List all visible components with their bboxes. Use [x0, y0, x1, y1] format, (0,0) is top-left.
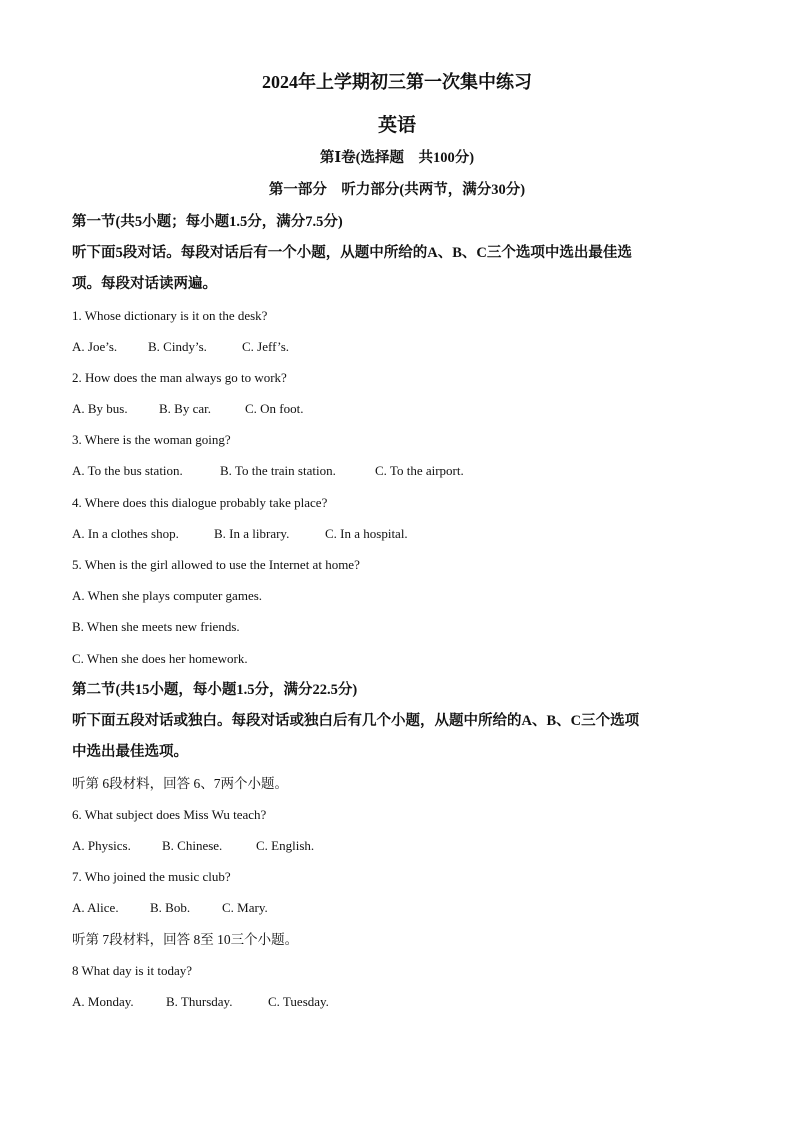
question-stem: 2. How does the man always go to work? [72, 370, 287, 385]
option-b: B. Thursday. [166, 994, 233, 1009]
option-c: C. Tuesday. [268, 994, 329, 1009]
option-b: B. When she meets new friends. [72, 619, 240, 634]
question-options [72, 401, 304, 417]
option-a: A. Joe’s. [72, 339, 118, 354]
option-a: A. Monday. [72, 994, 134, 1009]
option-b: B. Chinese. [162, 838, 223, 853]
volume-heading: 第Ⅰ卷(选择题 共100分) [319, 150, 475, 166]
section1-instruction-cont: 项。每段对话读两遍。 [72, 276, 217, 292]
option-c: C. When she does her homework. [72, 651, 248, 666]
section2-instruction-cont: 中选出最佳选项。 [72, 744, 188, 760]
option-a: A. To the bus station. [72, 463, 183, 478]
option-c: C. On foot. [245, 401, 304, 416]
section1-instruction: 听下面5段对话。每段对话后有一个小题，从题中所给的A、B、C三个选项中选出最佳选 [72, 245, 632, 261]
material-note: 听第 6段材料，回答 6、7两个小题。 [72, 776, 288, 791]
question-stem: 4. Where does this dialogue probably take place? [72, 495, 328, 510]
option-a: A. By bus. [72, 401, 128, 416]
section2-heading: 第二节(共15小题，每小题1.5分，满分22.5分) [72, 682, 358, 698]
option-b: B. In a library. [214, 526, 290, 541]
question-options [72, 838, 314, 854]
option-c: C. English. [256, 838, 315, 853]
question-stem: 6. What subject does Miss Wu teach? [72, 807, 267, 822]
question-stem: 5. When is the girl allowed to use the Internet at home? [72, 557, 360, 572]
exam-title: 2024年上学期初三第一次集中练习 [262, 72, 532, 92]
subject-title: 英语 [377, 115, 416, 136]
question-stem: 8 What day is it today? [72, 963, 192, 978]
question-stem: 1. Whose dictionary is it on the desk? [72, 308, 268, 323]
question-options [72, 339, 289, 355]
option-a: A. In a clothes shop. [72, 526, 179, 541]
question-options [72, 526, 408, 542]
question-options [72, 994, 329, 1010]
material-note: 听第 7段材料，回答 8至 10三个小题。 [72, 932, 299, 947]
section2-instruction: 听下面五段对话或独白。每段对话或独白后有几个小题，从题中所给的A、B、C三个选项 [72, 713, 640, 729]
option-b: B. Cindy’s. [148, 339, 207, 354]
option-c: C. To the airport. [375, 463, 464, 478]
option-b: B. To the train station. [220, 463, 336, 478]
option-a: A. When she plays computer games. [72, 588, 263, 603]
question-options [72, 463, 464, 479]
question-stem: 7. Who joined the music club? [72, 869, 231, 884]
question-options [72, 900, 268, 916]
option-a: A. Physics. [72, 838, 131, 853]
option-c: C. In a hospital. [325, 526, 408, 541]
option-c: C. Jeff’s. [242, 339, 290, 354]
question-stem: 3. Where is the woman going? [72, 432, 231, 447]
option-b: B. Bob. [150, 900, 191, 915]
part-heading: 第一部分 听力部分(共两节，满分30分) [268, 182, 526, 198]
option-b: B. By car. [159, 401, 211, 416]
section1-heading: 第一节(共5小题；每小题1.5分，满分7.5分) [72, 214, 343, 230]
option-a: A. Alice. [72, 900, 119, 915]
option-c: C. Mary. [222, 900, 268, 915]
